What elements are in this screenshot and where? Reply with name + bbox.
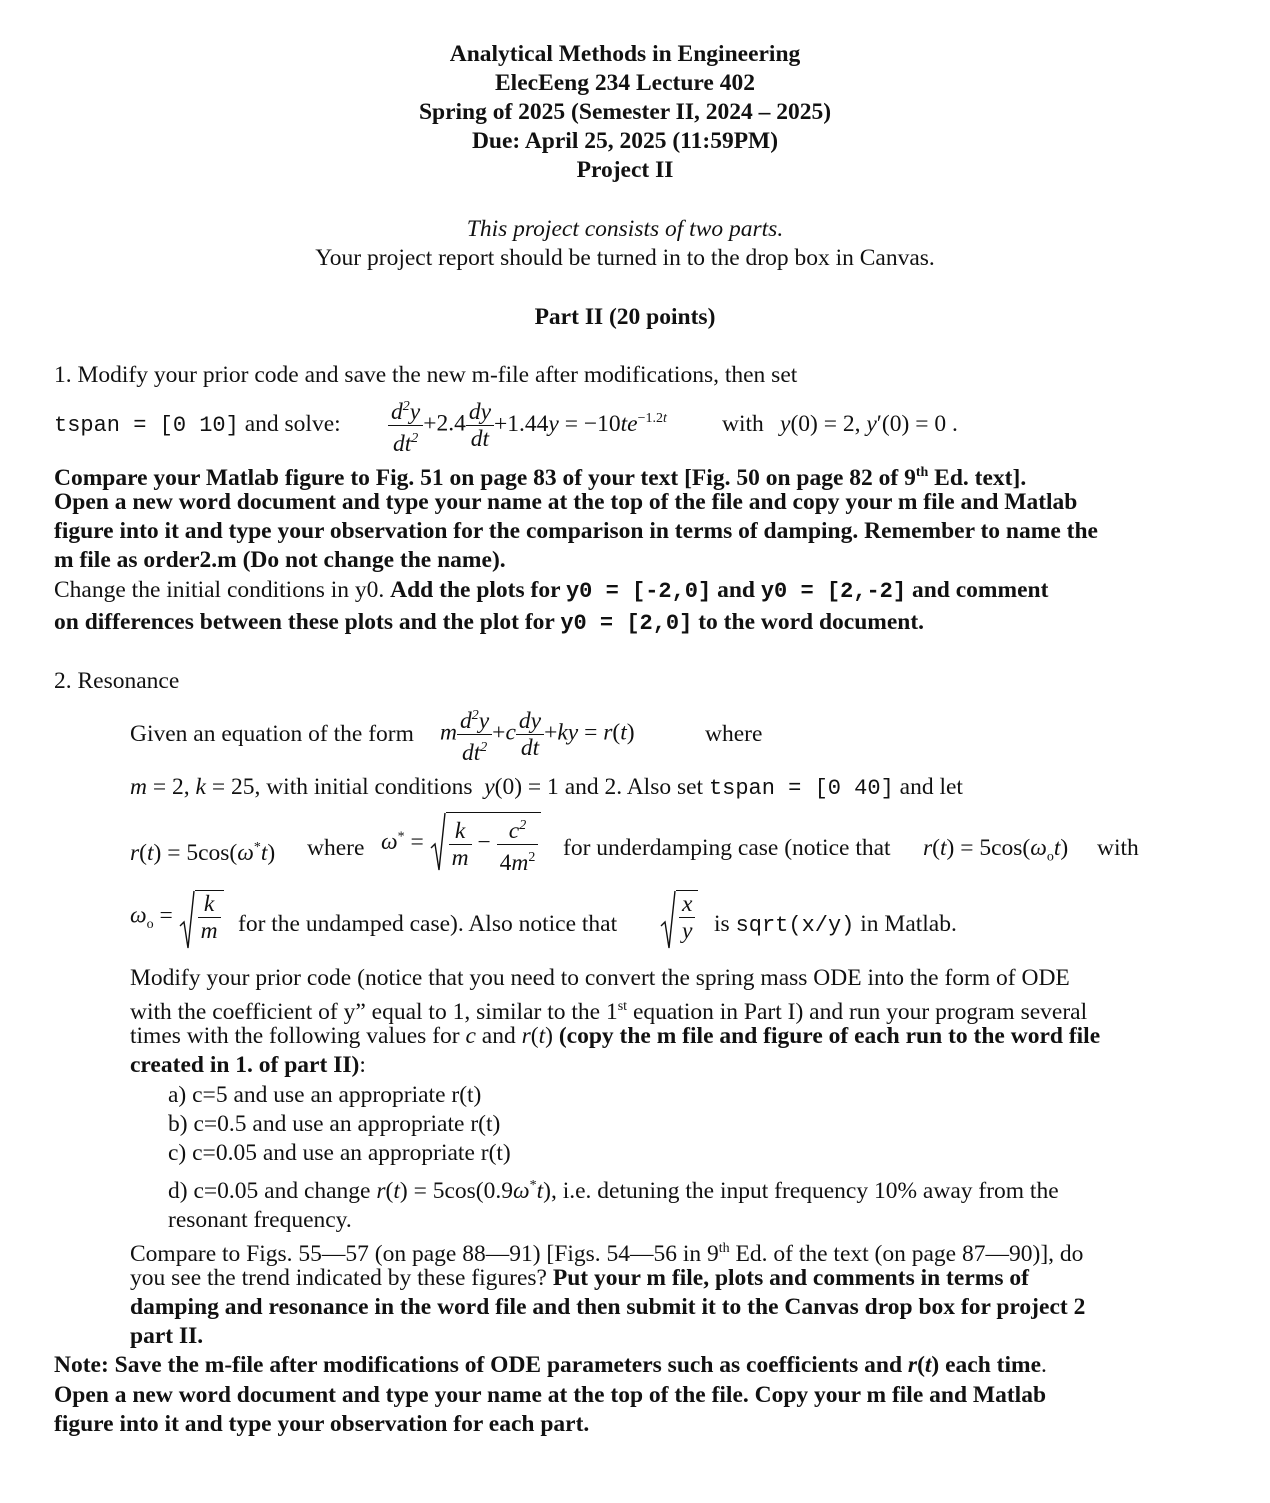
q1-tspan-line	[54, 410, 341, 440]
sqrt-icon	[179, 890, 195, 950]
term-title: Spring of 2025 (Semester II, 2024 – 2025)	[418, 99, 832, 125]
q2-params-line: m = 2, k = 25, with initial conditions y(0) = 1 and 2. Also set tspan = [0 40] and let	[130, 774, 963, 801]
sqrt-x-over-y: $\frac{x}{y}$	[660, 890, 698, 944]
item-a: a) c=5 and use an appropriate r(t)	[168, 1082, 482, 1108]
item-c: c) c=0.05 and use an appropriate r(t)	[168, 1140, 511, 1166]
sqrt-icon	[660, 890, 676, 950]
q1-figure-line: figure into it and type your observation for the comparison in terms of damping. Remember to name the	[54, 518, 1098, 544]
project-title: Project II	[576, 157, 674, 183]
note-line-2: Open a new word document and type your name at the top of the file. Copy your m file and Matlab	[54, 1382, 1047, 1408]
q2-title: 2. Resonance	[54, 668, 180, 694]
tspan-code: tspan = [0 10]	[54, 413, 239, 438]
item-d-line-2: resonant frequency.	[168, 1207, 352, 1233]
due-date: Due: April 25, 2025 (11:59PM)	[471, 128, 779, 154]
sqrt-icon	[430, 812, 446, 872]
forcing-function: r(t) = 5cos(ω*t)	[130, 839, 276, 866]
q2-compare-3: damping and resonance in the word file and then submit it to the Canvas drop box for project 2	[130, 1294, 1086, 1320]
initial-conditions-1: y(0) = 2, y′(0) = 0 .	[780, 411, 958, 437]
q2-undamped: for the undamped case). Also notice that	[238, 911, 618, 937]
q1-diff-line: on differences between these plots and the plot for y0 = [2,0] to the word document.	[54, 609, 925, 636]
q1-intro: 1. Modify your prior code and save the new m-file after modifications, then set	[54, 362, 798, 388]
part-title: Part II (20 points)	[534, 304, 716, 330]
q1-compare-line: Compare your Matlab figure to Fig. 51 on page 83 of your text [Fig. 50 on page 82 of 9th Ed. text].	[54, 464, 1027, 491]
q2-sqrt-note: is sqrt(x/y) in Matlab.	[714, 911, 957, 938]
with-text: with	[722, 411, 764, 437]
q1-open-line: Open a new word document and type your name at the top of the file and copy your m file and Matlab	[54, 489, 1078, 515]
q2-modify-3: times with the following values for c and r(t) (copy the m file and figure of each run to the word file	[130, 1023, 1101, 1049]
q2-given: Given an equation of the form	[130, 721, 414, 747]
ode-equation-1: $\frac{d^2y}{dt^2}$ +2.4 $\frac{dy}{dt}$ $+1.44y = -10te^{-1.2t}$	[388, 394, 667, 457]
omega-star-formula: ω* = $\frac{k}{m}$ − $\frac{c^2}{4m^2}$	[381, 812, 541, 876]
q2-where-2: where	[307, 835, 365, 861]
forcing-function-resonant: $r(t) = 5\cos(\omega_ot)$	[923, 835, 1069, 865]
lecture-title: ElecEeng 234 Lecture 402	[495, 70, 755, 96]
q2-modify-2: with the coefficient of y” equal to 1, similar to the 1st equation in Part I) and run your program several	[130, 998, 1088, 1025]
note-line-3: figure into it and type your observation for each part.	[54, 1411, 590, 1437]
solve-text: and solve:	[238, 411, 341, 437]
q1-change-line: Change the initial conditions in y0. Add the plots for y0 = [-2,0] and y0 = [2,-2] and comment	[54, 577, 1049, 604]
q2-where: where	[705, 721, 763, 747]
q2-modify-4: created in 1. of part II):	[130, 1052, 366, 1078]
note-line-1: Note: Save the m-file after modifications of ODE parameters such as coefficients and r(t) each time.	[54, 1352, 1047, 1378]
intro-line-2: Your project report should be turned in to the drop box in Canvas.	[315, 245, 935, 271]
q2-with: with	[1097, 835, 1139, 861]
course-title: Analytical Methods in Engineering	[449, 41, 801, 67]
q2-modify-1: Modify your prior code (notice that you need to convert the spring mass ODE into the form of ODE	[130, 965, 1070, 991]
intro-line-1: This project consists of two parts.	[466, 216, 784, 242]
q2-compare-4: part II.	[130, 1323, 204, 1349]
item-d: d) c=0.05 and change r(t) = 5cos(0.9ω*t), i.e. detuning the input frequency 10% away from the	[168, 1177, 1059, 1204]
q2-compare-1: Compare to Figs. 55—57 (on page 88—91) [Figs. 54—56 in 9th Ed. of the text (on page 87—90)], do	[130, 1240, 1084, 1267]
q2-compare-2: you see the trend indicated by these figures? Put your m file, plots and comments in terms of	[130, 1265, 1029, 1291]
q2-underdamp: for underdamping case (notice that	[563, 835, 891, 861]
item-b: b) c=0.5 and use an appropriate r(t)	[168, 1111, 501, 1137]
spring-mass-ode: m $\frac{d^2y}{dt^2}$ +c $\frac{dy}{dt}$ +ky = r(t)	[440, 707, 635, 766]
omega-o-formula: $\omega_o$ = $\frac{k}{m}$	[130, 890, 224, 944]
q1-mfile-line: m file as order2.m (Do not change the name).	[54, 547, 506, 573]
